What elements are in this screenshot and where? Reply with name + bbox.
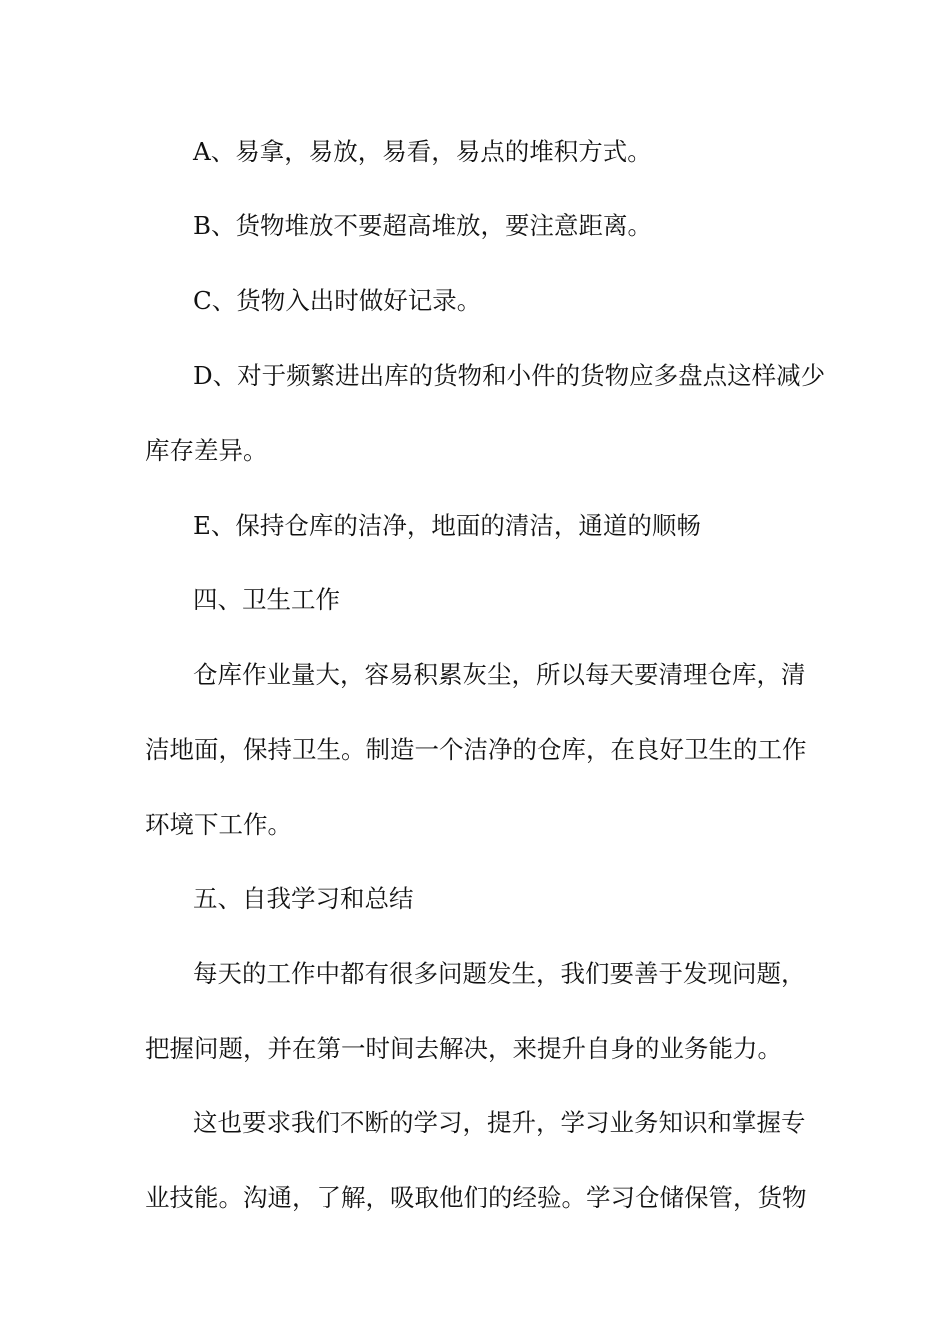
list-item-d: D、对于频繁进出库的货物和小件的货物应多盘点这样减少: [193, 361, 826, 390]
paragraph-line: 业技能。沟通，了解，吸取他们的经验。学习仓储保管，货物: [145, 1183, 807, 1212]
list-item-c: C、货物入出时做好记录。: [193, 286, 482, 315]
paragraph-line: 把握问题，并在第一时间去解决，来提升自身的业务能力。: [145, 1034, 782, 1063]
section-heading-5: 五、自我学习和总结: [193, 884, 414, 913]
list-item-e: E、保持仓库的洁净，地面的清洁，通道的顺畅: [193, 511, 701, 540]
section-heading-4: 四、卫生工作: [193, 585, 340, 614]
list-item-a: A、易拿，易放，易看，易点的堆积方式。: [193, 137, 652, 166]
paragraph-line: 环境下工作。: [145, 810, 292, 839]
paragraph-line: 洁地面，保持卫生。制造一个洁净的仓库，在良好卫生的工作: [145, 735, 807, 764]
paragraph-line: 这也要求我们不断的学习，提升，学习业务知识和掌握专: [193, 1108, 806, 1137]
paragraph-line: 仓库作业量大，容易积累灰尘，所以每天要清理仓库，清: [193, 660, 806, 689]
paragraph-line: 每天的工作中都有很多问题发生，我们要善于发现问题，: [193, 959, 806, 988]
list-item-d-continued: 库存差异。: [145, 436, 268, 465]
list-item-b: B、货物堆放不要超高堆放，要注意距离。: [193, 211, 653, 240]
